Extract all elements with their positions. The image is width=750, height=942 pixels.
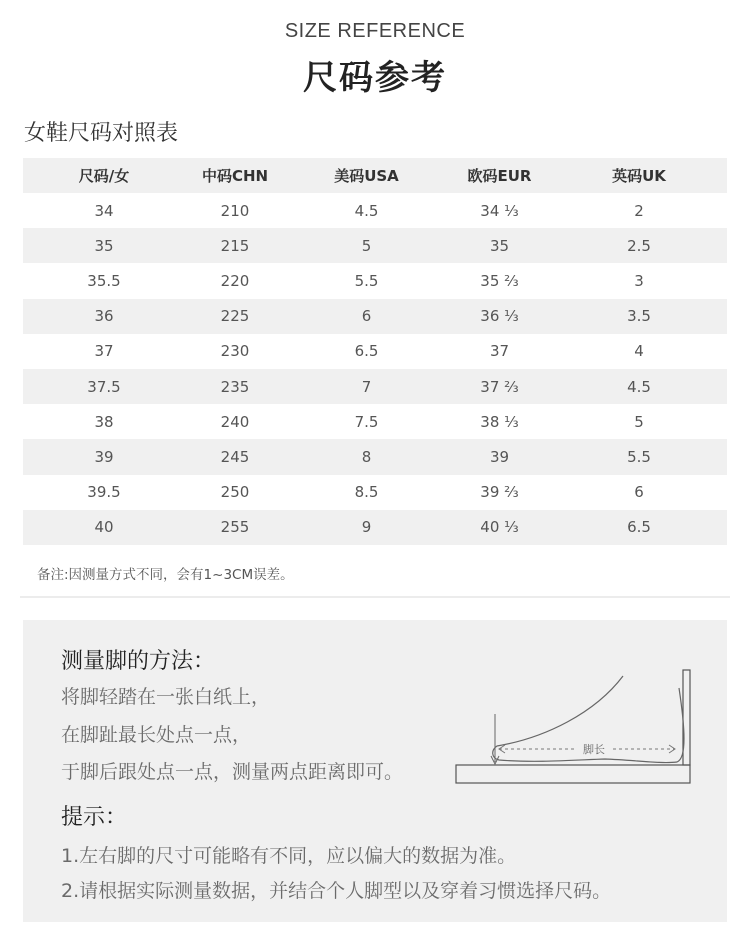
table-cell: 5 bbox=[551, 404, 727, 439]
table-cell: 6.5 bbox=[551, 510, 727, 545]
table-cell: 34 bbox=[23, 193, 185, 228]
measure-heading: 测量脚的方法： bbox=[61, 649, 216, 674]
page-title: 尺码参考 bbox=[303, 58, 447, 98]
tip-1: 1.左右脚的尺寸可能略有不同，应以偏大的数据为准。 bbox=[61, 845, 517, 867]
table-cell: 39 bbox=[23, 439, 185, 474]
table-cell: 35.5 bbox=[23, 263, 185, 298]
table-cell: 36 ⅓ bbox=[448, 299, 551, 334]
table-cell: 38 ⅓ bbox=[448, 404, 551, 439]
table-cell: 220 bbox=[185, 263, 285, 298]
table-cell: 35 ⅔ bbox=[448, 263, 551, 298]
table-cell: 36 bbox=[23, 299, 185, 334]
table-cell: 38 bbox=[23, 404, 185, 439]
table-cell: 7 bbox=[285, 369, 448, 404]
table-cell: 5.5 bbox=[551, 439, 727, 474]
measure-step-1: 将脚轻踏在一张白纸上， bbox=[61, 686, 271, 708]
table-cell: 210 bbox=[185, 193, 285, 228]
table-cell: 215 bbox=[185, 228, 285, 263]
table-title: 女鞋尺码对照表 bbox=[24, 121, 179, 146]
table-row bbox=[23, 475, 727, 510]
table-cell: 37 ⅔ bbox=[448, 369, 551, 404]
table-cell: 5 bbox=[285, 228, 448, 263]
table-cell: 235 bbox=[185, 369, 285, 404]
table-row bbox=[23, 263, 727, 298]
foot-measure-diagram bbox=[455, 668, 695, 788]
table-cell: 245 bbox=[185, 439, 285, 474]
table-cell: 6.5 bbox=[285, 334, 448, 369]
table-cell: 40 bbox=[23, 510, 185, 545]
col-header-usa: 美码USA bbox=[285, 158, 448, 193]
table-cell: 34 ⅓ bbox=[448, 193, 551, 228]
table-cell: 37.5 bbox=[23, 369, 185, 404]
table-cell: 35 bbox=[23, 228, 185, 263]
foot-length-label: 脚长 bbox=[583, 743, 605, 756]
measure-step-2: 在脚趾最长处点一点， bbox=[61, 724, 252, 746]
table-cell: 2 bbox=[551, 193, 727, 228]
table-row bbox=[23, 404, 727, 439]
table-row bbox=[23, 369, 727, 404]
floor-platform bbox=[456, 765, 690, 783]
table-cell: 37 bbox=[448, 334, 551, 369]
table-cell: 230 bbox=[185, 334, 285, 369]
table-row bbox=[23, 228, 727, 263]
english-title: SIZE REFERENCE bbox=[284, 20, 466, 42]
wall bbox=[683, 670, 690, 765]
divider bbox=[20, 596, 730, 598]
table-cell: 240 bbox=[185, 404, 285, 439]
table-cell: 39 ⅔ bbox=[448, 475, 551, 510]
table-cell: 39 bbox=[448, 439, 551, 474]
col-header-eur: 欧码EUR bbox=[448, 158, 551, 193]
table-cell: 6 bbox=[551, 475, 727, 510]
table-cell: 3.5 bbox=[551, 299, 727, 334]
col-header-chn: 中码CHN bbox=[185, 158, 285, 193]
table-row bbox=[23, 193, 727, 228]
table-cell: 6 bbox=[285, 299, 448, 334]
table-header-row bbox=[23, 158, 727, 193]
table-cell: 3 bbox=[551, 263, 727, 298]
table-cell: 8 bbox=[285, 439, 448, 474]
table-cell: 4.5 bbox=[551, 369, 727, 404]
tip-2: 2.请根据实际测量数据，并结合个人脚型以及穿着习惯选择尺码。 bbox=[61, 880, 612, 902]
col-header-uk: 英码UK bbox=[551, 158, 727, 193]
table-cell: 8.5 bbox=[285, 475, 448, 510]
table-cell: 225 bbox=[185, 299, 285, 334]
table-cell: 2.5 bbox=[551, 228, 727, 263]
table-cell: 5.5 bbox=[285, 263, 448, 298]
tips-heading: 提示： bbox=[61, 805, 128, 830]
table-row bbox=[23, 439, 727, 474]
table-cell: 37 bbox=[23, 334, 185, 369]
table-row bbox=[23, 510, 727, 545]
table-cell: 255 bbox=[185, 510, 285, 545]
table-row bbox=[23, 334, 727, 369]
table-cell: 7.5 bbox=[285, 404, 448, 439]
size-table bbox=[23, 158, 727, 545]
table-cell: 9 bbox=[285, 510, 448, 545]
table-cell: 40 ⅓ bbox=[448, 510, 551, 545]
table-cell: 4 bbox=[551, 334, 727, 369]
table-cell: 35 bbox=[448, 228, 551, 263]
table-cell: 39.5 bbox=[23, 475, 185, 510]
table-row bbox=[23, 299, 727, 334]
col-header-women-size: 尺码/女 bbox=[23, 158, 185, 193]
measure-step-3: 于脚后跟处点一点，测量两点距离即可。 bbox=[61, 761, 404, 783]
table-note: 备注:因测量方式不同，会有1~3CM误差。 bbox=[37, 567, 294, 583]
table-cell: 4.5 bbox=[285, 193, 448, 228]
table-cell: 250 bbox=[185, 475, 285, 510]
